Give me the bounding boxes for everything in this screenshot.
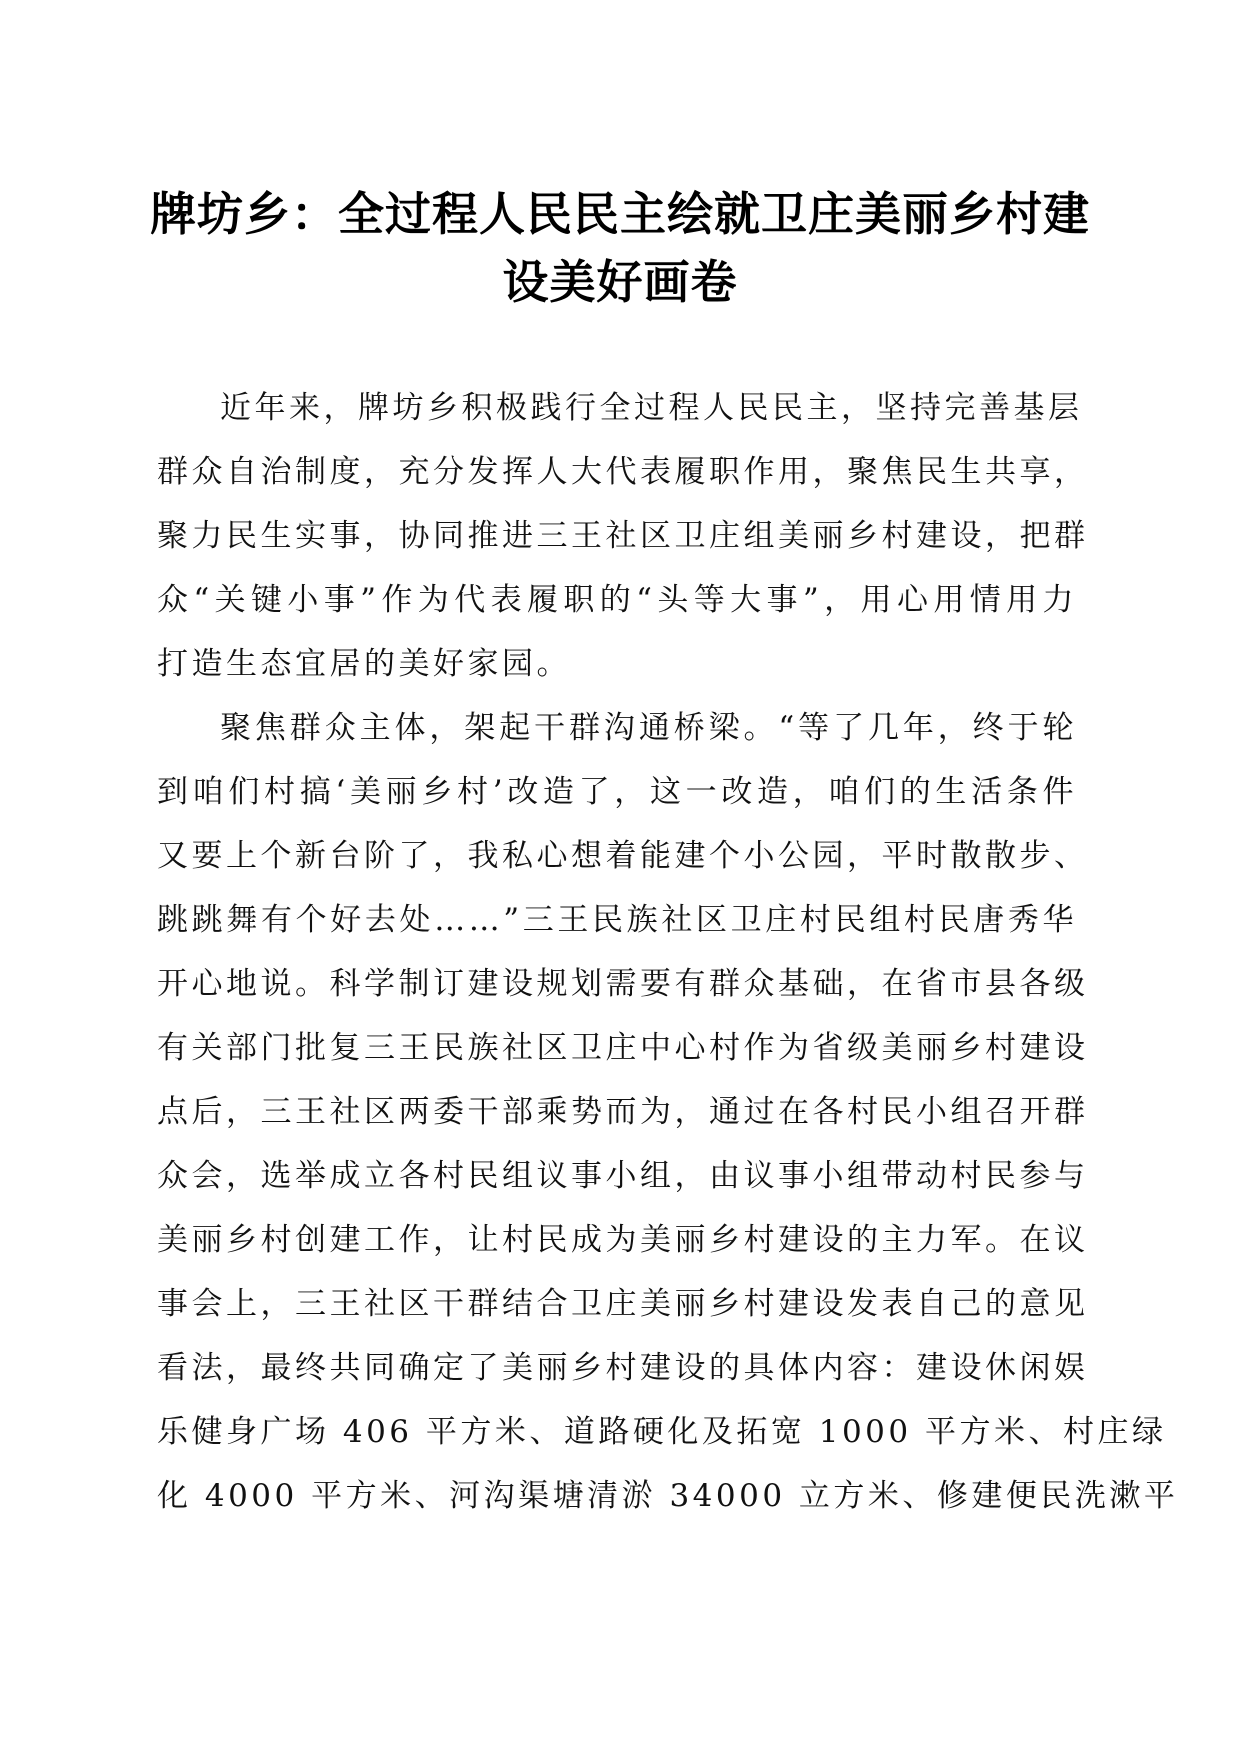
- paragraph: [157, 696, 1179, 1528]
- title-line: 设美好画卷: [502, 255, 738, 309]
- paragraph-line: 众“关键小事”作为代表履职的“头等大事”，用心用情用力: [157, 582, 1077, 618]
- document-title: [150, 180, 1090, 316]
- paragraph-line: 众会，选举成立各村民组议事小组，由议事小组带动村民参与: [157, 1158, 1089, 1194]
- paragraph-line: 乐健身广场 406 平方米、道路硬化及拓宽 1000 平方米、村庄绿: [157, 1414, 1167, 1450]
- paragraph-line: 聚焦群众主体，架起干群沟通桥梁。“等了几年，终于轮: [220, 710, 1077, 746]
- paragraph-line: 有关部门批复三王民族社区卫庄中心村作为省级美丽乡村建设: [157, 1030, 1089, 1066]
- paragraph-line: 跳跳舞有个好去处……”三王民族社区卫庄村民组村民唐秀华: [157, 902, 1077, 938]
- paragraph-line: 开心地说。科学制订建设规划需要有群众基础，在省市县各级: [157, 966, 1089, 1002]
- paragraph-line: 看法，最终共同确定了美丽乡村建设的具体内容：建设休闲娱: [157, 1350, 1089, 1386]
- paragraph-line: 群众自治制度，充分发挥人大代表履职作用，聚焦民生共享，: [157, 454, 1089, 490]
- paragraph-line: 到咱们村搞‘美丽乡村’改造了，这一改造，咱们的生活条件: [157, 774, 1077, 810]
- paragraph-line: 打造生态宜居的美好家园。: [157, 646, 571, 682]
- paragraph-line: 近年来，牌坊乡积极践行全过程人民民主，坚持完善基层: [220, 390, 1083, 426]
- paragraph-line: 聚力民生实事，协同推进三王社区卫庄组美丽乡村建设，把群: [157, 518, 1089, 554]
- title-line: 牌坊乡：全过程人民民主绘就卫庄美丽乡村建: [150, 187, 1090, 241]
- paragraph-line: 点后，三王社区两委干部乘势而为，通过在各村民小组召开群: [157, 1094, 1089, 1130]
- paragraph-line: 又要上个新台阶了，我私心想着能建个小公园，平时散散步、: [157, 838, 1089, 874]
- document-body: [157, 376, 1179, 1528]
- paragraph: [157, 376, 1089, 696]
- paragraph-line: 事会上，三王社区干群结合卫庄美丽乡村建设发表自己的意见: [157, 1286, 1089, 1322]
- paragraph-line: 美丽乡村创建工作，让村民成为美丽乡村建设的主力军。在议: [157, 1222, 1089, 1258]
- paragraph-line: 化 4000 平方米、河沟渠塘清淤 34000 立方米、修建便民洗漱平: [157, 1478, 1179, 1514]
